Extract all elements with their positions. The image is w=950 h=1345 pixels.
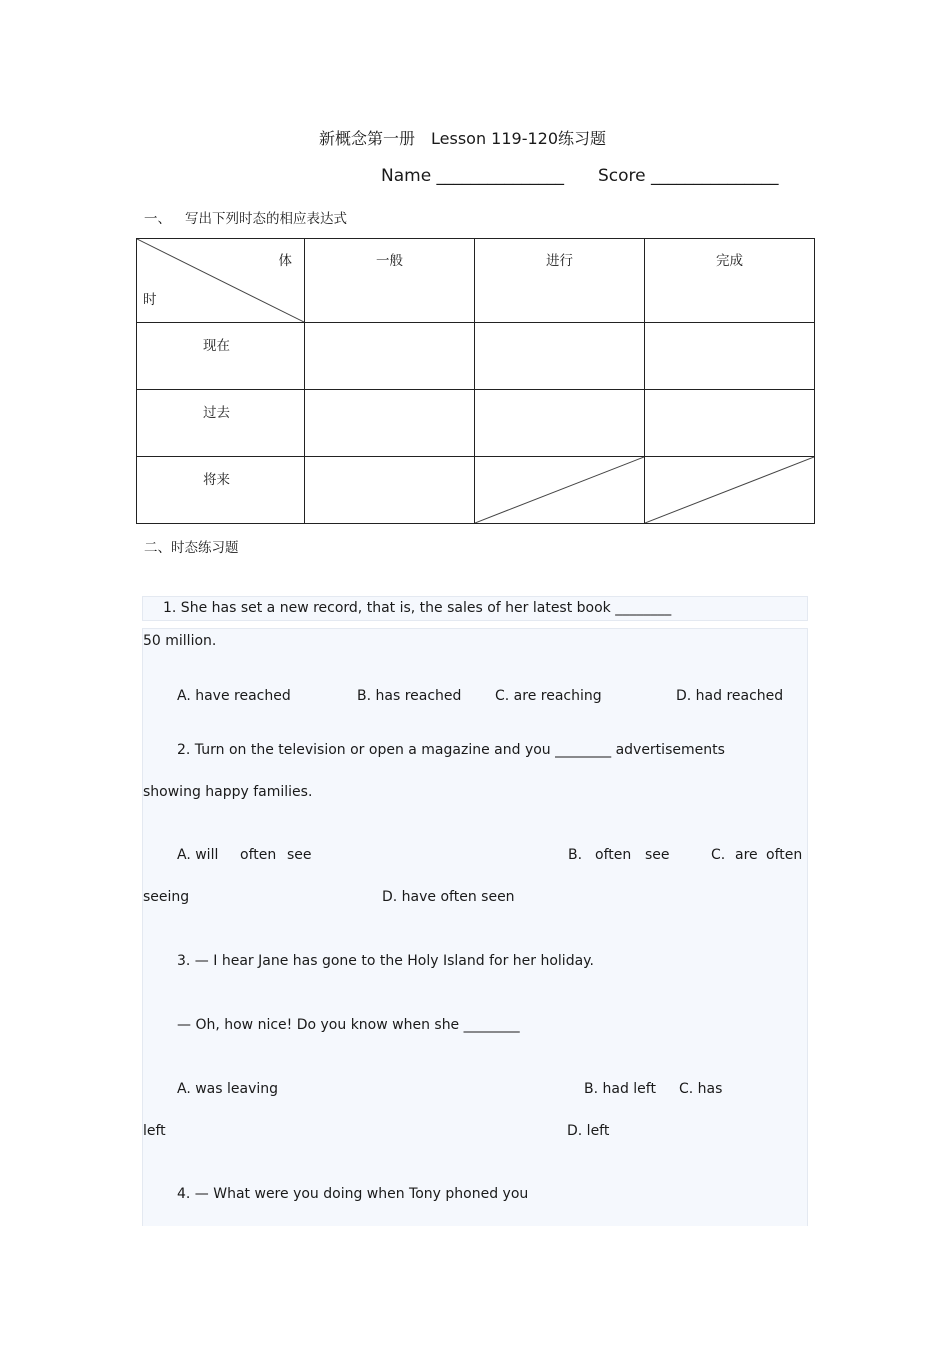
table-row-future: [137, 457, 815, 524]
answer-cell[interactable]: [475, 390, 645, 457]
column-header-simple: 一般: [376, 253, 403, 269]
q2-option-b[interactable]: B.: [568, 847, 583, 863]
q3-dialogue-line: — Oh, how nice! Do you know when she ________: [177, 1017, 520, 1033]
q2-option-b-word: see: [645, 847, 670, 863]
q3-option-d[interactable]: D. left: [567, 1123, 610, 1139]
q2-option-d[interactable]: D. have often seen: [382, 889, 515, 905]
row-header-past: 过去: [203, 405, 230, 421]
table-corner-cell: [137, 239, 305, 323]
q2-option-c-continued: seeing: [143, 889, 190, 905]
q1-stem-continued: 50 million.: [143, 633, 217, 649]
q1-stem: 1. She has set a new record, that is, the sales of her latest book ________: [163, 600, 672, 616]
q2-option-a-word: often: [240, 847, 277, 863]
cell-diagonal-line: [475, 457, 644, 523]
crossed-out-cell: [645, 457, 815, 524]
q1-option-c[interactable]: C. are reaching: [495, 688, 602, 704]
q1-option-b[interactable]: B. has reached: [357, 688, 462, 704]
cell-diagonal-line: [645, 457, 814, 523]
table-header-row: [137, 239, 815, 323]
column-header-perfect: 完成: [716, 253, 743, 269]
q2-option-c-word: are: [735, 847, 758, 863]
q3-option-b[interactable]: B. had left: [584, 1081, 656, 1097]
section2-heading: 二、时态练习题: [144, 540, 239, 556]
table-row-present: [137, 323, 815, 390]
answer-cell[interactable]: [305, 390, 475, 457]
question-panel: [142, 628, 808, 1226]
section1-heading: 写出下列时态的相应表达式: [185, 211, 347, 227]
q2-stem-continued: showing happy families.: [143, 784, 313, 800]
name-field-label: Name _______________: [381, 166, 565, 186]
q1-option-d[interactable]: D. had reached: [676, 688, 784, 704]
answer-cell[interactable]: [475, 323, 645, 390]
q2-option-a-word: see: [287, 847, 312, 863]
q2-stem: 2. Turn on the television or open a magazine and you ________ advertisements: [177, 742, 725, 758]
q2-option-b-word: often: [595, 847, 632, 863]
corner-label-aspect: 体: [278, 253, 292, 269]
answer-cell[interactable]: [645, 323, 815, 390]
section1-number: 一、: [144, 211, 171, 227]
answer-cell[interactable]: [305, 457, 475, 524]
crossed-out-cell: [475, 457, 645, 524]
table-row-past: [137, 390, 815, 457]
q2-option-c-word: often: [766, 847, 803, 863]
q2-option-a[interactable]: A. will: [177, 847, 219, 863]
answer-cell[interactable]: [305, 323, 475, 390]
q3-option-c[interactable]: C. has: [679, 1081, 723, 1097]
column-header-progressive: 进行: [546, 253, 573, 269]
q1-option-a[interactable]: A. have reached: [177, 688, 291, 704]
corner-label-time: 时: [143, 292, 157, 308]
row-header-present: 现在: [203, 338, 230, 354]
q3-option-a[interactable]: A. was leaving: [177, 1081, 279, 1097]
q3-stem: 3. — I hear Jane has gone to the Holy Island for her holiday.: [177, 953, 594, 969]
score-field-label: Score _______________: [598, 166, 779, 186]
row-header-future: 将来: [203, 472, 230, 488]
tense-table: [136, 238, 815, 524]
answer-cell[interactable]: [645, 390, 815, 457]
q2-option-c[interactable]: C.: [711, 847, 726, 863]
q3-option-c-continued: left: [143, 1123, 166, 1139]
page-title: 新概念第一册 Lesson 119-120练习题: [319, 129, 607, 148]
q4-stem: 4. — What were you doing when Tony phoned you: [177, 1186, 529, 1202]
